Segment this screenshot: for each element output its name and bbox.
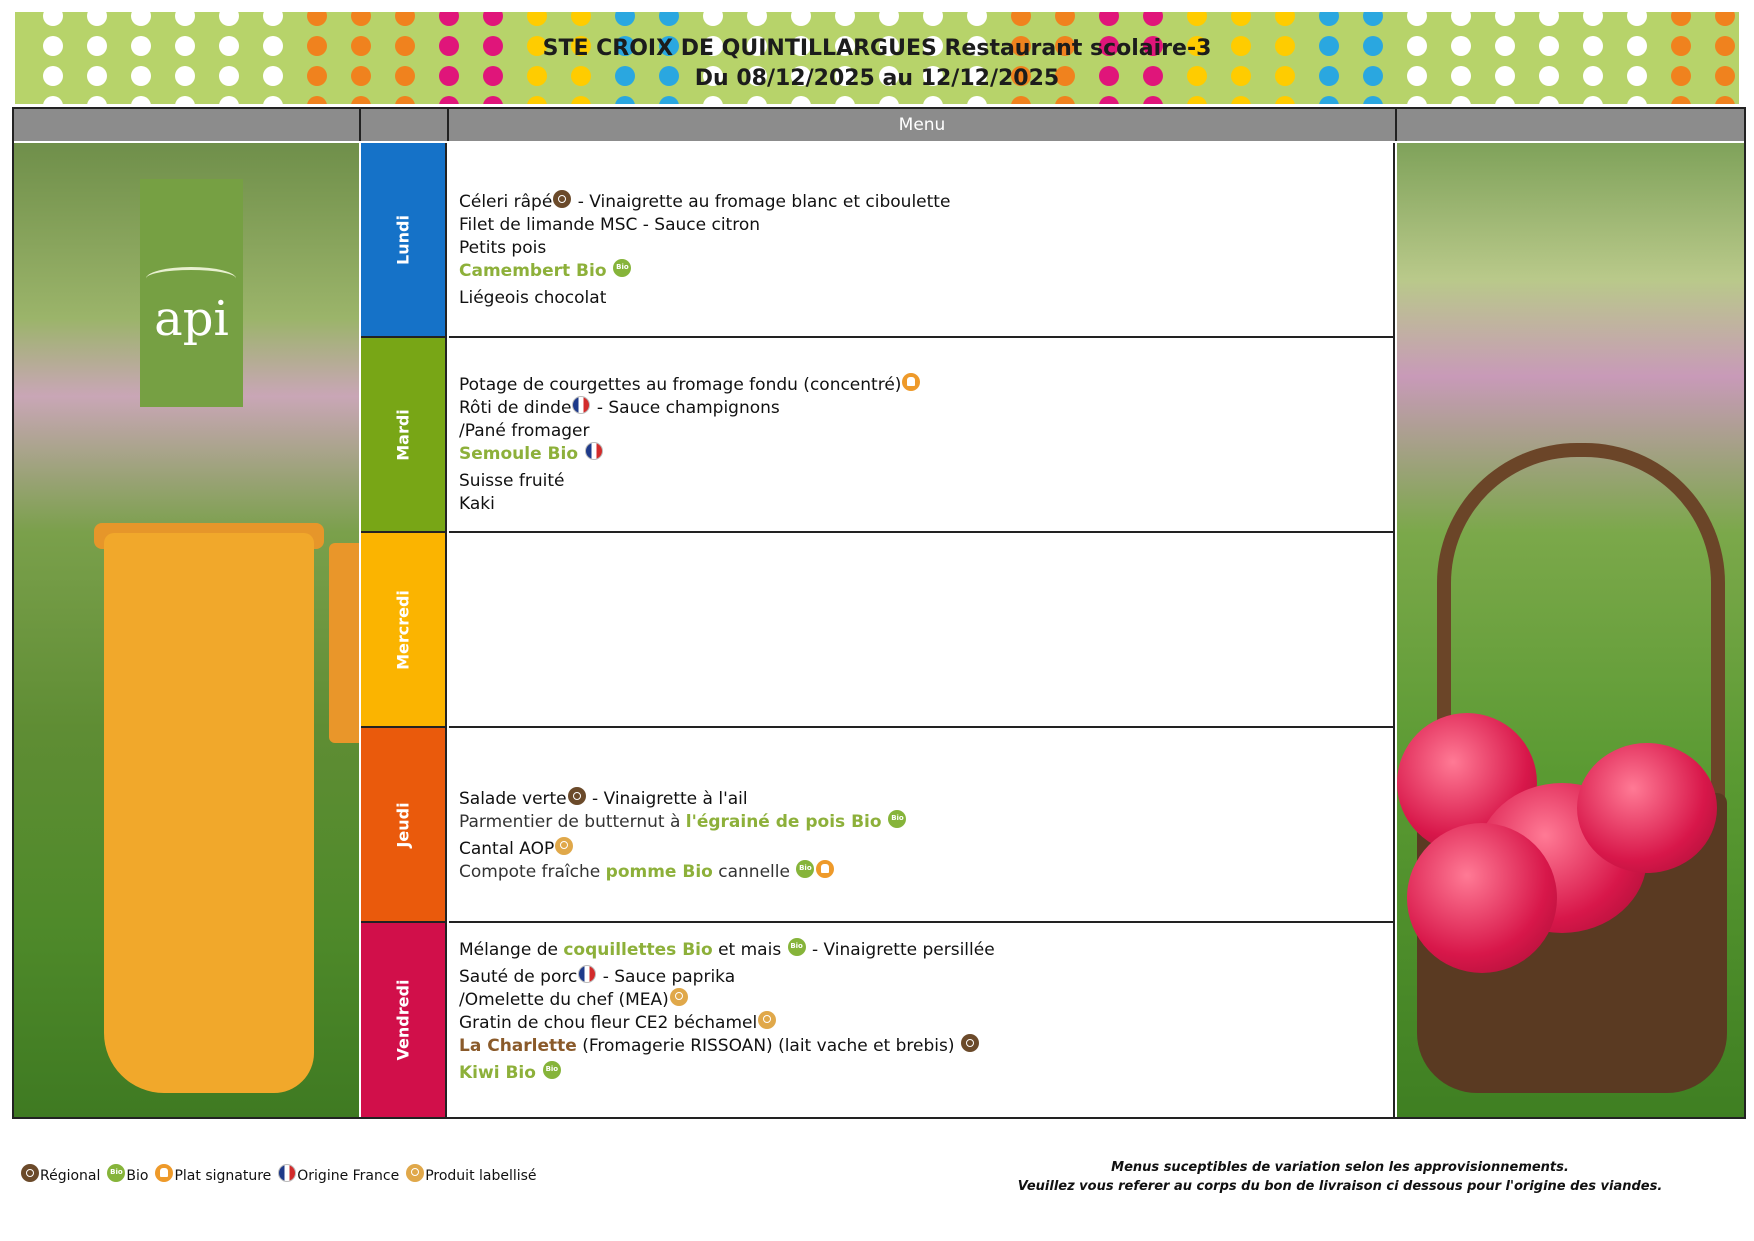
banner-dot [1583,12,1603,26]
banner-dot [1671,12,1691,26]
menu-item [459,397,1383,419]
apple-image [1407,823,1557,973]
menu-item [459,260,1383,282]
banner-dot [1011,96,1031,104]
menu-item [459,811,1383,833]
origine-france-icon [578,965,596,983]
header-banner [15,12,1739,104]
menu-item-text: Camembert Bio [459,260,613,281]
bio-icon [796,860,814,878]
note-line-2: Veuillez vous referer au corps du bon de livraison ci dessous pour l'origine des viandes. [1017,1179,1663,1194]
banner-dot [659,96,679,104]
legend-label: Plat signature [174,1168,272,1184]
menu-item-text: Parmentier de butternut à [459,811,686,832]
banner-dot [1231,96,1251,104]
banner-dot [791,12,811,26]
menu-cell-mercredi [449,533,1395,728]
menu-item-text: pomme Bio [605,861,713,882]
banner-dot [1627,96,1647,104]
menu-item [459,838,1383,860]
regional-icon [21,1164,39,1182]
api-logo-text: api [154,291,229,347]
banner-dot [483,12,503,26]
banner-dot [1187,12,1207,26]
menu-item [459,470,1383,492]
bio-icon [107,1164,125,1182]
menu-item [459,939,1383,961]
regional-icon [553,190,571,208]
banner-dot [1275,96,1295,104]
legend-item [106,1168,148,1184]
page-title: STE CROIX DE QUINTILLARGUES Restaurant scolaire-3 [542,36,1212,61]
banner-dot [1011,12,1031,26]
menu-item-text: Suisse fruité [459,470,565,491]
banner-dot [1143,12,1163,26]
plat-signature-icon [816,860,834,878]
legend-label: Régional [40,1168,101,1184]
legend-label: Produit labellisé [425,1168,537,1184]
menu-item-text: Compote fraîche [459,861,606,882]
day-label-lundi [361,143,447,338]
produit-labellise-icon [555,837,573,855]
banner-dot [835,96,855,104]
banner-dot [1539,96,1559,104]
banner-dot [1187,96,1207,104]
banner-dot [703,96,723,104]
banner-dot [879,12,899,26]
day-name: Lundi [393,214,413,265]
banner-dot [175,12,195,26]
plat-signature-icon [155,1164,173,1182]
banner-dot [1363,96,1383,104]
legend [20,1168,543,1184]
menu-item [459,1062,1383,1084]
menu-cell-jeudi [449,728,1395,923]
menu-item-text: La Charlette [459,1036,577,1056]
menu-item [459,989,1383,1011]
menu-table [12,107,1746,1119]
yellow-boot-image [104,533,314,1093]
menu-item [459,237,1383,259]
banner-dot [87,96,107,104]
banner-dot [615,12,635,26]
banner-dot [615,96,635,104]
banner-dot [879,96,899,104]
menu-item [459,191,1383,213]
date-range: Du 08/12/2025 au 12/12/2025 [694,66,1060,91]
banner-dot [835,12,855,26]
banner-dot [395,96,415,104]
legend-item [277,1168,399,1184]
menu-item-text: l'égrainé de pois Bio [685,811,888,832]
banner-dot [1275,12,1295,26]
header-cell-left [14,109,361,141]
banner-dot [967,12,987,26]
apple-image [1577,743,1717,873]
header-cell-day [361,109,449,141]
legend-label: Origine France [297,1168,400,1184]
menu-item [459,493,1383,515]
banner-dot [351,12,371,26]
day-label-vendredi [361,923,447,1117]
banner-dot [263,12,283,26]
legend-item [154,1168,271,1184]
banner-dot [483,96,503,104]
banner-dot [747,12,767,26]
banner-dot [1715,12,1735,26]
banner-dot [1055,12,1075,26]
menu-item-text: Sauté de porc [459,967,578,987]
banner-dot [1539,12,1559,26]
banner-dot [1363,12,1383,26]
menu-item-text: Salade verte [459,788,567,809]
day-name: Mercredi [393,589,413,670]
banner-dot [659,12,679,26]
right-photo-apple-basket [1397,143,1744,1117]
banner-dot [307,12,327,26]
menu-cell-vendredi [449,923,1395,1117]
banner-dot [1583,96,1603,104]
menu-item-text: /Pané fromager [459,420,590,441]
header-cell-right [1397,109,1744,141]
banner-dot [1099,96,1119,104]
banner-dot [1627,12,1647,26]
menu-item-text: Kaki [459,493,495,514]
bio-icon [543,1061,561,1079]
menu-column-header: Menu [449,109,1397,141]
banner-dot [1319,96,1339,104]
bio-icon [788,938,806,956]
banner-dot [1407,96,1427,104]
api-logo [140,179,243,407]
produit-labellise-icon [406,1164,424,1182]
regional-icon [568,787,586,805]
banner-dot [1055,96,1075,104]
footer-notes [940,1158,1740,1196]
origine-france-icon [572,396,590,414]
menu-item [459,966,1383,988]
banner-dot [395,12,415,26]
left-photo-boots [14,143,359,1117]
produit-labellise-icon [758,1011,776,1029]
legend-label: Bio [126,1168,149,1184]
menu-item [459,861,1383,883]
day-name: Mardi [393,408,413,461]
menu-item-text: coquillettes Bio [563,940,713,960]
menu-item [459,214,1383,236]
legend-item [20,1168,100,1184]
menu-item-text: - Sauce paprika [597,967,736,987]
banner-dot [131,12,151,26]
banner-dot [175,96,195,104]
menu-item-text: (Fromagerie RISSOAN) (lait vache et brebis) [576,1036,960,1056]
day-name: Vendredi [393,979,413,1061]
menu-item-text: Gratin de chou fleur CE2 béchamel [459,1013,758,1033]
menu-item-text: Petits pois [459,237,547,258]
menu-item [459,374,1383,396]
banner-dot [43,12,63,26]
banner-dot [527,96,547,104]
origine-france-icon [585,442,603,460]
banner-dot [571,12,591,26]
produit-labellise-icon [670,988,688,1006]
menu-item-text: - Vinaigrette au fromage blanc et ciboulette [572,191,951,212]
menu-item-text: Mélange de [459,940,564,960]
menu-item-text: Céleri râpé [459,191,553,212]
second-boot-image [329,543,359,743]
banner-dot [923,96,943,104]
menu-item [459,443,1383,465]
menu-item-text: Cantal AOP [459,838,555,859]
banner-dot [923,12,943,26]
banner-dot [1451,12,1471,26]
menu-item [459,1035,1383,1057]
menu-item [459,1012,1383,1034]
banner-dot [1319,12,1339,26]
menu-item-text: Filet de limande MSC - Sauce citron [459,214,761,235]
bio-icon [888,810,906,828]
menu-item-text: Liégeois chocolat [459,287,607,308]
banner-dot [527,12,547,26]
menu-item-text: /Omelette du chef (MEA) [459,990,669,1010]
menu-item-text: - Vinaigrette persillée [806,940,995,960]
menu-item-text: Potage de courgettes au fromage fondu (concentré) [459,374,902,395]
banner-dot [1671,96,1691,104]
banner-dot [439,96,459,104]
banner-dot [1231,12,1251,26]
banner-dot [1099,12,1119,26]
menu-item-text: - Vinaigrette à l'ail [586,788,748,809]
banner-dot [307,96,327,104]
day-label-mercredi [361,533,447,728]
banner-dot [219,12,239,26]
banner-dot [219,96,239,104]
banner-dot [87,12,107,26]
banner-dot [131,96,151,104]
banner-dot [571,96,591,104]
menu-item-text: et mais [712,940,787,960]
menu-item [459,788,1383,810]
origine-france-icon [278,1164,296,1182]
banner-dot [1407,12,1427,26]
menu-item-text: - Sauce champignons [591,397,780,418]
menu-item-text: Semoule Bio [459,443,584,464]
day-name: Jeudi [393,801,413,848]
menu-cell-mardi [449,338,1395,533]
plat-signature-icon [902,373,920,391]
regional-icon [961,1034,979,1052]
day-label-mardi [361,338,447,533]
banner-dot [967,96,987,104]
banner-dot [351,96,371,104]
bio-icon [613,259,631,277]
banner-dot [1495,96,1515,104]
banner-dot [791,96,811,104]
banner-dot [439,12,459,26]
day-label-jeudi [361,728,447,923]
menu-item [459,420,1383,442]
banner-dot [747,96,767,104]
banner-dot [1715,96,1735,104]
menu-item-text: Rôti de dinde [459,397,572,418]
banner-dot [263,96,283,104]
banner-dot [1451,96,1471,104]
banner-dot [1495,12,1515,26]
menu-cell-lundi [449,143,1395,338]
menu-item-text: cannelle [712,861,796,882]
note-line-1: Menus suceptibles de variation selon les approvisionnements. [1111,1160,1569,1175]
legend-item [405,1168,536,1184]
menu-item [459,287,1383,309]
banner-dot [703,12,723,26]
header-title-block [15,34,1739,94]
menu-item-text: Kiwi Bio [459,1063,542,1083]
banner-dot [1143,96,1163,104]
banner-dot [43,96,63,104]
